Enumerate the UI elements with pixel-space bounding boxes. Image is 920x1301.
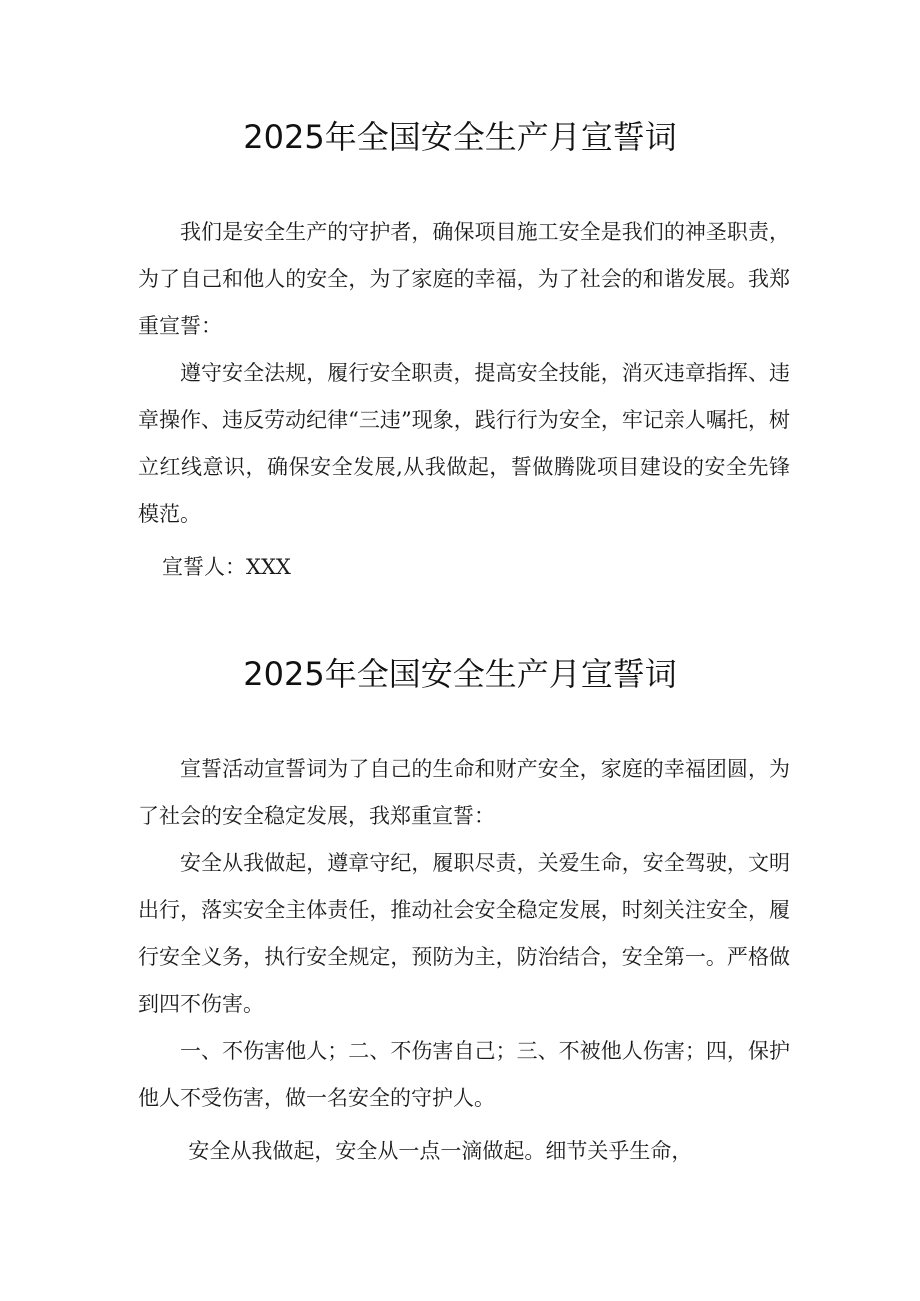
- section-1-paragraph-2: 遵守安全法规，履行安全职责，提高安全技能，消灭违章指挥、违章操作、违反劳动纪律“三违”现象，践行行为安全，牢记亲人嘱托，树立红线意识，确保安全发展,从我做起，誓做腾陇项目建设的安全先锋模范。: [138, 361, 790, 526]
- section-2-title: 2025年全国安全生产月宣誓词: [243, 655, 677, 693]
- section-2-paragraph-1: 宣誓活动宣誓词为了自己的生命和财产安全，家庭的幸福团圆，为了社会的安全稳定发展，我郑重宣誓：: [138, 757, 790, 828]
- section-2-paragraph-4: 安全从我做起，安全从一点一滴做起。细节关乎生命，: [188, 1139, 693, 1163]
- section-2-paragraph-2: 安全从我做起，遵章守纪，履职尽责，关爱生命，安全驾驶，文明出行，落实安全主体责任，推动社会安全稳定发展，时刻关注安全，履行安全义务，执行安全规定，预防为主，防治结合，安全第一。严格做到四不伤害。: [138, 851, 790, 1016]
- section-1-signature: 宣誓人：XXX: [162, 555, 291, 579]
- section-2-paragraph-3: 一、不伤害他人；二、不伤害自己；三、不被他人伤害；四，保护他人不受伤害，做一名安全的守护人。: [138, 1039, 790, 1110]
- section-1-paragraph-1: 我们是安全生产的守护者，确保项目施工安全是我们的神圣职责，为了自己和他人的安全，为了家庭的幸福，为了社会的和谐发展。我郑重宣誓：: [138, 220, 790, 338]
- section-1-title: 2025年全国安全生产月宣誓词: [243, 118, 677, 156]
